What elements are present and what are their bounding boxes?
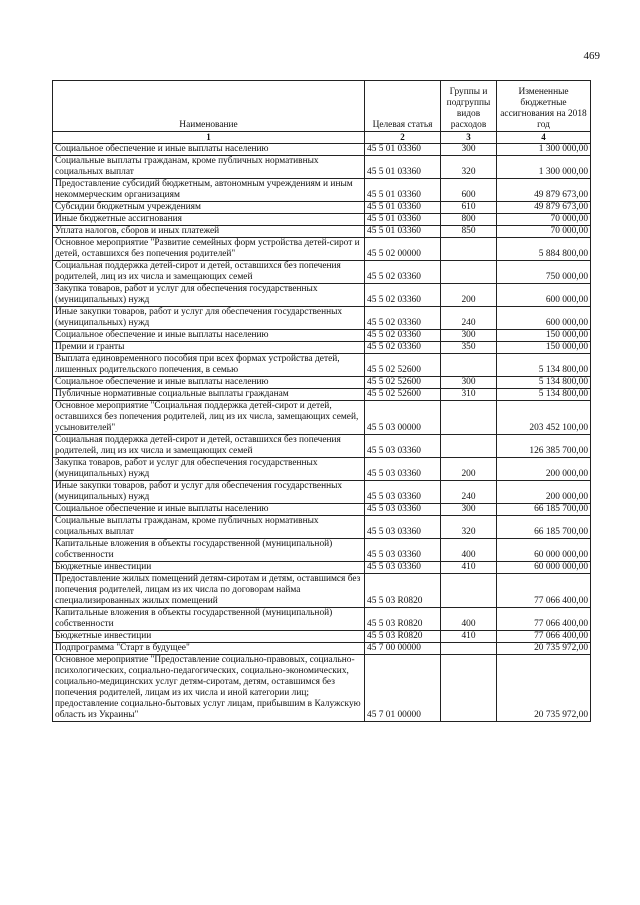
budget-table <box>52 80 591 722</box>
row-target-article: 45 5 02 03360 <box>365 330 441 342</box>
row-amount: 66 185 700,00 <box>497 504 591 516</box>
row-amount: 5 884 800,00 <box>497 238 591 261</box>
row-amount: 70 000,00 <box>497 226 591 238</box>
table-row <box>53 631 591 643</box>
row-name: Социальные выплаты гражданам, кроме публичных нормативных социальных выплат <box>53 156 365 179</box>
row-expense-group <box>441 643 497 655</box>
row-expense-group: 600 <box>441 179 497 202</box>
row-expense-group <box>441 261 497 284</box>
row-amount: 60 000 000,00 <box>497 562 591 574</box>
row-target-article: 45 5 03 03360 <box>365 562 441 574</box>
table-row <box>53 539 591 562</box>
row-expense-group: 800 <box>441 214 497 226</box>
table-row <box>53 504 591 516</box>
table-row <box>53 354 591 377</box>
table-row <box>53 574 591 608</box>
row-amount: 750 000,00 <box>497 261 591 284</box>
row-name: Подпрограмма "Старт в будущее" <box>53 643 365 655</box>
row-expense-group: 610 <box>441 202 497 214</box>
row-name: Закупка товаров, работ и услуг для обеспечения государственных (муниципальных) нужд <box>53 458 365 481</box>
column-number: 4 <box>497 132 591 144</box>
header-target: Целевая статья <box>365 81 441 132</box>
header-amount: Измененные бюджетные ассигнования на 2018 год <box>497 81 591 132</box>
table-row <box>53 481 591 504</box>
column-number: 3 <box>441 132 497 144</box>
row-name: Социальные выплаты гражданам, кроме публичных нормативных социальных выплат <box>53 516 365 539</box>
table-row <box>53 238 591 261</box>
table-row <box>53 401 591 435</box>
table-row <box>53 261 591 284</box>
row-expense-group: 200 <box>441 458 497 481</box>
row-amount: 203 452 100,00 <box>497 401 591 435</box>
table-row <box>53 179 591 202</box>
row-amount: 5 134 800,00 <box>497 354 591 377</box>
row-name: Субсидии бюджетным учреждениям <box>53 202 365 214</box>
row-amount: 66 185 700,00 <box>497 516 591 539</box>
row-expense-group: 400 <box>441 608 497 631</box>
row-target-article: 45 5 01 03360 <box>365 144 441 156</box>
table-row <box>53 226 591 238</box>
row-target-article: 45 5 03 R0820 <box>365 608 441 631</box>
table-row <box>53 202 591 214</box>
row-amount: 70 000,00 <box>497 214 591 226</box>
row-name: Социальная поддержка детей-сирот и детей, оставшихся без попечения родителей, лиц из их числа и замещающих семей <box>53 435 365 458</box>
row-name: Социальная поддержка детей-сирот и детей, оставшихся без попечения родителей, лиц из их числа и замещающих семей <box>53 261 365 284</box>
table-row <box>53 562 591 574</box>
row-name: Премии и гранты <box>53 342 365 354</box>
row-amount: 5 134 800,00 <box>497 377 591 389</box>
row-amount: 200 000,00 <box>497 481 591 504</box>
row-name: Предоставление субсидий бюджетным, автономным учреждениям и иным некоммерческим организациям <box>53 179 365 202</box>
row-expense-group <box>441 401 497 435</box>
table-row <box>53 284 591 307</box>
row-name: Выплата единовременного пособия при всех формах устройства детей, лишенных родительского попечения, в семью <box>53 354 365 377</box>
row-amount: 600 000,00 <box>497 307 591 330</box>
row-name: Капитальные вложения в объекты государственной (муниципальной) собственности <box>53 539 365 562</box>
row-expense-group: 300 <box>441 504 497 516</box>
row-name: Иные закупки товаров, работ и услуг для обеспечения государственных (муниципальных) нужд <box>53 307 365 330</box>
row-name: Социальное обеспечение и иные выплаты населению <box>53 504 365 516</box>
row-amount: 600 000,00 <box>497 284 591 307</box>
table-row <box>53 307 591 330</box>
row-target-article: 45 5 03 R0820 <box>365 631 441 643</box>
row-target-article: 45 5 03 00000 <box>365 401 441 435</box>
row-amount: 5 134 800,00 <box>497 389 591 401</box>
table-row <box>53 435 591 458</box>
table-row <box>53 458 591 481</box>
row-name: Бюджетные инвестиции <box>53 631 365 643</box>
table-row <box>53 516 591 539</box>
row-amount: 1 300 000,00 <box>497 156 591 179</box>
row-target-article: 45 5 02 52600 <box>365 389 441 401</box>
table-row <box>53 655 591 722</box>
row-target-article: 45 5 02 00000 <box>365 238 441 261</box>
row-expense-group: 300 <box>441 377 497 389</box>
row-target-article: 45 5 02 03360 <box>365 261 441 284</box>
row-target-article: 45 5 01 03360 <box>365 214 441 226</box>
column-number-row <box>53 132 591 144</box>
row-expense-group: 410 <box>441 631 497 643</box>
row-target-article: 45 7 01 00000 <box>365 655 441 722</box>
row-amount: 77 066 400,00 <box>497 631 591 643</box>
table-row <box>53 389 591 401</box>
row-target-article: 45 5 03 03360 <box>365 458 441 481</box>
row-target-article: 45 5 01 03360 <box>365 179 441 202</box>
row-expense-group: 410 <box>441 562 497 574</box>
row-expense-group <box>441 354 497 377</box>
row-name: Основное мероприятие "Социальная поддержка детей-сирот и детей, оставшихся без попечения родителей, лиц из их числа, замещающих семей, усыновителей" <box>53 401 365 435</box>
row-expense-group <box>441 238 497 261</box>
table-row <box>53 643 591 655</box>
row-name: Основное мероприятие "Предоставление социально-правовых, социально-психологических, социально-педагогических, социально-экономических, социально-медицинских услуг детям-сиротам, детям, оставшимся без попечения родителей, лицам из их числа и иной категории лиц; предоставление социально-бытовых услуг лицам, прибывшим в Калужскую область из Украины" <box>53 655 365 722</box>
row-target-article: 45 5 02 03360 <box>365 342 441 354</box>
row-target-article: 45 5 02 03360 <box>365 284 441 307</box>
row-amount: 60 000 000,00 <box>497 539 591 562</box>
row-target-article: 45 5 02 03360 <box>365 307 441 330</box>
column-number: 1 <box>53 132 365 144</box>
row-amount: 20 735 972,00 <box>497 655 591 722</box>
header-group: Группы и подгруппы видов расходов <box>441 81 497 132</box>
row-expense-group: 350 <box>441 342 497 354</box>
row-target-article: 45 5 03 03360 <box>365 516 441 539</box>
table-row <box>53 608 591 631</box>
row-target-article: 45 5 03 03360 <box>365 539 441 562</box>
row-expense-group: 320 <box>441 156 497 179</box>
row-amount: 200 000,00 <box>497 458 591 481</box>
row-name: Иные закупки товаров, работ и услуг для обеспечения государственных (муниципальных) нужд <box>53 481 365 504</box>
row-name: Предоставление жилых помещений детям-сиротам и детям, оставшимся без попечения родителей, лицам из их числа по договорам найма специализированных жилых помещений <box>53 574 365 608</box>
row-amount: 49 879 673,00 <box>497 202 591 214</box>
row-expense-group <box>441 655 497 722</box>
row-expense-group: 300 <box>441 330 497 342</box>
row-target-article: 45 5 03 03360 <box>365 504 441 516</box>
row-amount: 77 066 400,00 <box>497 608 591 631</box>
row-amount: 150 000,00 <box>497 330 591 342</box>
row-expense-group: 300 <box>441 144 497 156</box>
table-row <box>53 330 591 342</box>
table-row <box>53 342 591 354</box>
table-header-row <box>53 81 591 132</box>
row-amount: 1 300 000,00 <box>497 144 591 156</box>
row-name: Капитальные вложения в объекты государственной (муниципальной) собственности <box>53 608 365 631</box>
table-row <box>53 214 591 226</box>
row-expense-group <box>441 435 497 458</box>
row-expense-group: 310 <box>441 389 497 401</box>
row-target-article: 45 7 00 00000 <box>365 643 441 655</box>
row-target-article: 45 5 01 03360 <box>365 226 441 238</box>
column-number: 2 <box>365 132 441 144</box>
row-target-article: 45 5 02 52600 <box>365 354 441 377</box>
row-expense-group <box>441 574 497 608</box>
row-amount: 150 000,00 <box>497 342 591 354</box>
row-name: Публичные нормативные социальные выплаты гражданам <box>53 389 365 401</box>
row-target-article: 45 5 02 52600 <box>365 377 441 389</box>
table-row <box>53 144 591 156</box>
row-target-article: 45 5 03 03360 <box>365 481 441 504</box>
row-expense-group: 240 <box>441 307 497 330</box>
row-name: Бюджетные инвестиции <box>53 562 365 574</box>
row-target-article: 45 5 03 03360 <box>365 435 441 458</box>
row-name: Основное мероприятие "Развитие семейных форм устройства детей-сирот и детей, оставшихся без попечения родителей" <box>53 238 365 261</box>
table-row <box>53 156 591 179</box>
row-target-article: 45 5 03 R0820 <box>365 574 441 608</box>
row-name: Иные бюджетные ассигнования <box>53 214 365 226</box>
row-expense-group: 850 <box>441 226 497 238</box>
row-expense-group: 400 <box>441 539 497 562</box>
row-amount: 20 735 972,00 <box>497 643 591 655</box>
row-name: Социальное обеспечение и иные выплаты населению <box>53 144 365 156</box>
row-amount: 49 879 673,00 <box>497 179 591 202</box>
row-expense-group: 200 <box>441 284 497 307</box>
page-number: 469 <box>583 50 600 62</box>
row-name: Социальное обеспечение и иные выплаты населению <box>53 377 365 389</box>
row-name: Уплата налогов, сборов и иных платежей <box>53 226 365 238</box>
row-amount: 77 066 400,00 <box>497 574 591 608</box>
table-row <box>53 377 591 389</box>
row-name: Социальное обеспечение и иные выплаты населению <box>53 330 365 342</box>
row-amount: 126 385 700,00 <box>497 435 591 458</box>
row-expense-group: 240 <box>441 481 497 504</box>
row-name: Закупка товаров, работ и услуг для обеспечения государственных (муниципальных) нужд <box>53 284 365 307</box>
row-target-article: 45 5 01 03360 <box>365 202 441 214</box>
header-name: Наименование <box>53 81 365 132</box>
row-expense-group: 320 <box>441 516 497 539</box>
row-target-article: 45 5 01 03360 <box>365 156 441 179</box>
